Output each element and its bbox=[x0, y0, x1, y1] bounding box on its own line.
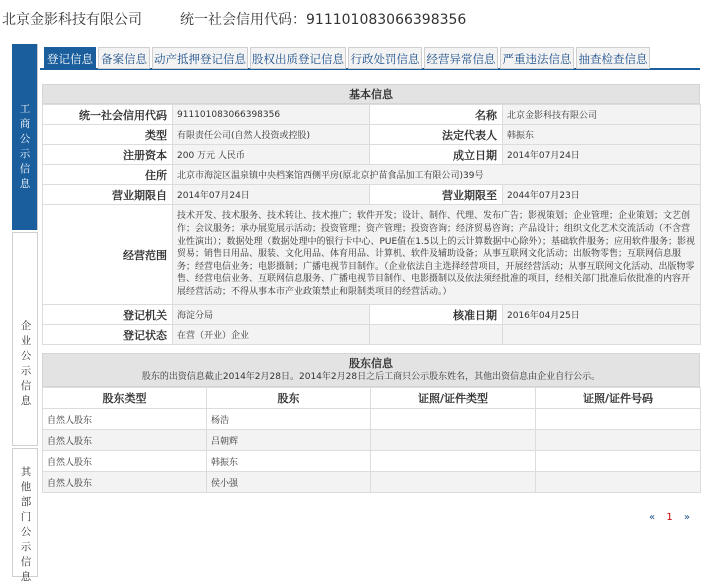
sidebar-item-label: 工 商 公 示 信 息 bbox=[19, 103, 31, 190]
authority-value: 海淀分局 bbox=[173, 305, 370, 325]
id-number bbox=[536, 409, 701, 430]
id-type bbox=[371, 409, 536, 430]
tab-registration[interactable]: 登记信息 bbox=[44, 47, 96, 69]
established-value: 2014年07月24日 bbox=[503, 145, 701, 165]
tab-bar bbox=[40, 44, 700, 70]
id-type bbox=[371, 472, 536, 493]
sidebar-item-other-dept-info[interactable] bbox=[12, 448, 38, 583]
tab-chattel-mortgage[interactable]: 动产抵押登记信息 bbox=[152, 47, 248, 69]
tab-equity-pledge[interactable]: 股权出质登记信息 bbox=[250, 47, 346, 69]
column-header: 股东类型 bbox=[43, 388, 207, 409]
basic-info-title: 基本信息 bbox=[42, 84, 700, 104]
term-from-value: 2014年07月24日 bbox=[173, 185, 370, 205]
shareholder-type: 自然人股东 bbox=[43, 409, 207, 430]
empty-cell bbox=[370, 325, 503, 345]
legal-rep-label: 法定代表人 bbox=[370, 125, 503, 145]
approved-value: 2016年04月25日 bbox=[503, 305, 701, 325]
id-number bbox=[536, 451, 701, 472]
shareholder-name: 韩振东 bbox=[207, 451, 371, 472]
authority-label: 登记机关 bbox=[43, 305, 173, 325]
scope-value: 技术开发、技术服务、技术转让、技术推广；软件开发；设计、制作、代理、发布广告；影视策划；企业管理；企业策划；文艺创作；会议服务；承办展览展示活动；投资管理；资产管理；投资咨询；经济贸易咨询；产品设计；组织文化艺术交流活动（不含营业性演出）；数据处理（数据处理中的银行卡中心、PUE值在1.5以上的云计算数据中心除外）；基础软件服务；应用软件服务；影视贸易；销售日用品、服装、文化用品、体育用品、计算机、软件及辅助设备；从事互联网文化活动；出版物零售；互联网信息服务；经营电信业务；电影摄制；广播电视节目制作。（企业依法自主选择经营项目，开展经营活动；从事互联网文化活动、出版物零售、经营电信业务、互联网信息服务、广播电视节目制作、电影摄制以及依法须经批准的项目，经相关部门批准后依批准的内容开展经营活动；不得从事本市产业政策禁止和限制类项目的经营活动。） bbox=[173, 205, 701, 305]
address-value: 北京市海淀区温泉镇中央档案馆西侧平房(原北京护苗食品加工有限公司)39号 bbox=[173, 165, 701, 185]
status-label: 登记状态 bbox=[43, 325, 173, 345]
id-type bbox=[371, 451, 536, 472]
current-page[interactable]: 1 bbox=[666, 512, 673, 523]
legal-rep-value: 韩振东 bbox=[503, 125, 701, 145]
shareholder-name: 杨浩 bbox=[207, 409, 371, 430]
shareholder-name: 侯小强 bbox=[207, 472, 371, 493]
status-value: 在营（开业）企业 bbox=[173, 325, 370, 345]
name-label: 名称 bbox=[370, 105, 503, 125]
shareholder-title: 股东信息 bbox=[349, 357, 393, 370]
capital-label: 注册资本 bbox=[43, 145, 173, 165]
address-label: 住所 bbox=[43, 165, 173, 185]
id-number bbox=[536, 430, 701, 451]
company-name: 北京金影科技有限公司 bbox=[2, 12, 142, 28]
credit-code-label: 统一社会信用代码 bbox=[43, 105, 173, 125]
name-value: 北京金影科技有限公司 bbox=[503, 105, 701, 125]
shareholder-name: 吕朝辉 bbox=[207, 430, 371, 451]
term-from-label: 营业期限自 bbox=[43, 185, 173, 205]
shareholder-type: 自然人股东 bbox=[43, 472, 207, 493]
shareholder-note: 股东的出资信息截止2014年2月28日。2014年2月28日之后工商只公示股东姓名，其他出资信息由企业自行公示。 bbox=[141, 372, 601, 382]
capital-value: 200 万元 人民币 bbox=[173, 145, 370, 165]
column-header: 股东 bbox=[207, 388, 371, 409]
term-to-label: 营业期限至 bbox=[370, 185, 503, 205]
type-value: 有限责任公司(自然人投资或控股) bbox=[173, 125, 370, 145]
pagination bbox=[641, 512, 690, 523]
table-row bbox=[43, 409, 701, 430]
tab-admin-penalty[interactable]: 行政处罚信息 bbox=[348, 47, 422, 69]
credit-code-line: 统一社会信用代码：911101083066398356 bbox=[180, 12, 467, 28]
shareholder-section-header bbox=[42, 353, 700, 387]
established-label: 成立日期 bbox=[370, 145, 503, 165]
approved-label: 核准日期 bbox=[370, 305, 503, 325]
sidebar-item-enterprise-info[interactable] bbox=[12, 232, 38, 446]
type-label: 类型 bbox=[43, 125, 173, 145]
column-header: 证照/证件类型 bbox=[371, 388, 536, 409]
tab-serious-violation[interactable]: 严重违法信息 bbox=[500, 47, 574, 69]
tab-spot-check[interactable]: 抽查检查信息 bbox=[576, 47, 650, 69]
sidebar-item-label: 企 业 公 示 信 息 bbox=[20, 320, 32, 407]
id-number bbox=[536, 472, 701, 493]
sidebar-item-business-info[interactable] bbox=[12, 44, 38, 230]
empty-cell bbox=[503, 325, 701, 345]
page-header bbox=[0, 0, 700, 36]
column-header: 证照/证件号码 bbox=[536, 388, 701, 409]
credit-code-value: 911101083066398356 bbox=[173, 105, 370, 125]
next-page-link[interactable]: » bbox=[683, 512, 690, 523]
table-row bbox=[43, 451, 701, 472]
shareholder-type: 自然人股东 bbox=[43, 430, 207, 451]
tab-abnormal-operation[interactable]: 经营异常信息 bbox=[424, 47, 498, 69]
table-row bbox=[43, 472, 701, 493]
term-to-value: 2044年07月23日 bbox=[503, 185, 701, 205]
scope-label: 经营范围 bbox=[43, 205, 173, 305]
sidebar bbox=[12, 44, 38, 583]
table-row bbox=[43, 430, 701, 451]
shareholder-type: 自然人股东 bbox=[43, 451, 207, 472]
main-content bbox=[42, 84, 700, 493]
tab-filing[interactable]: 备案信息 bbox=[98, 47, 150, 69]
basic-info-table bbox=[42, 104, 701, 345]
shareholder-table bbox=[42, 387, 701, 493]
prev-page-link[interactable]: « bbox=[649, 512, 656, 523]
id-type bbox=[371, 430, 536, 451]
sidebar-item-label: 其 他 部 门 公 示 信 息 bbox=[20, 466, 32, 583]
